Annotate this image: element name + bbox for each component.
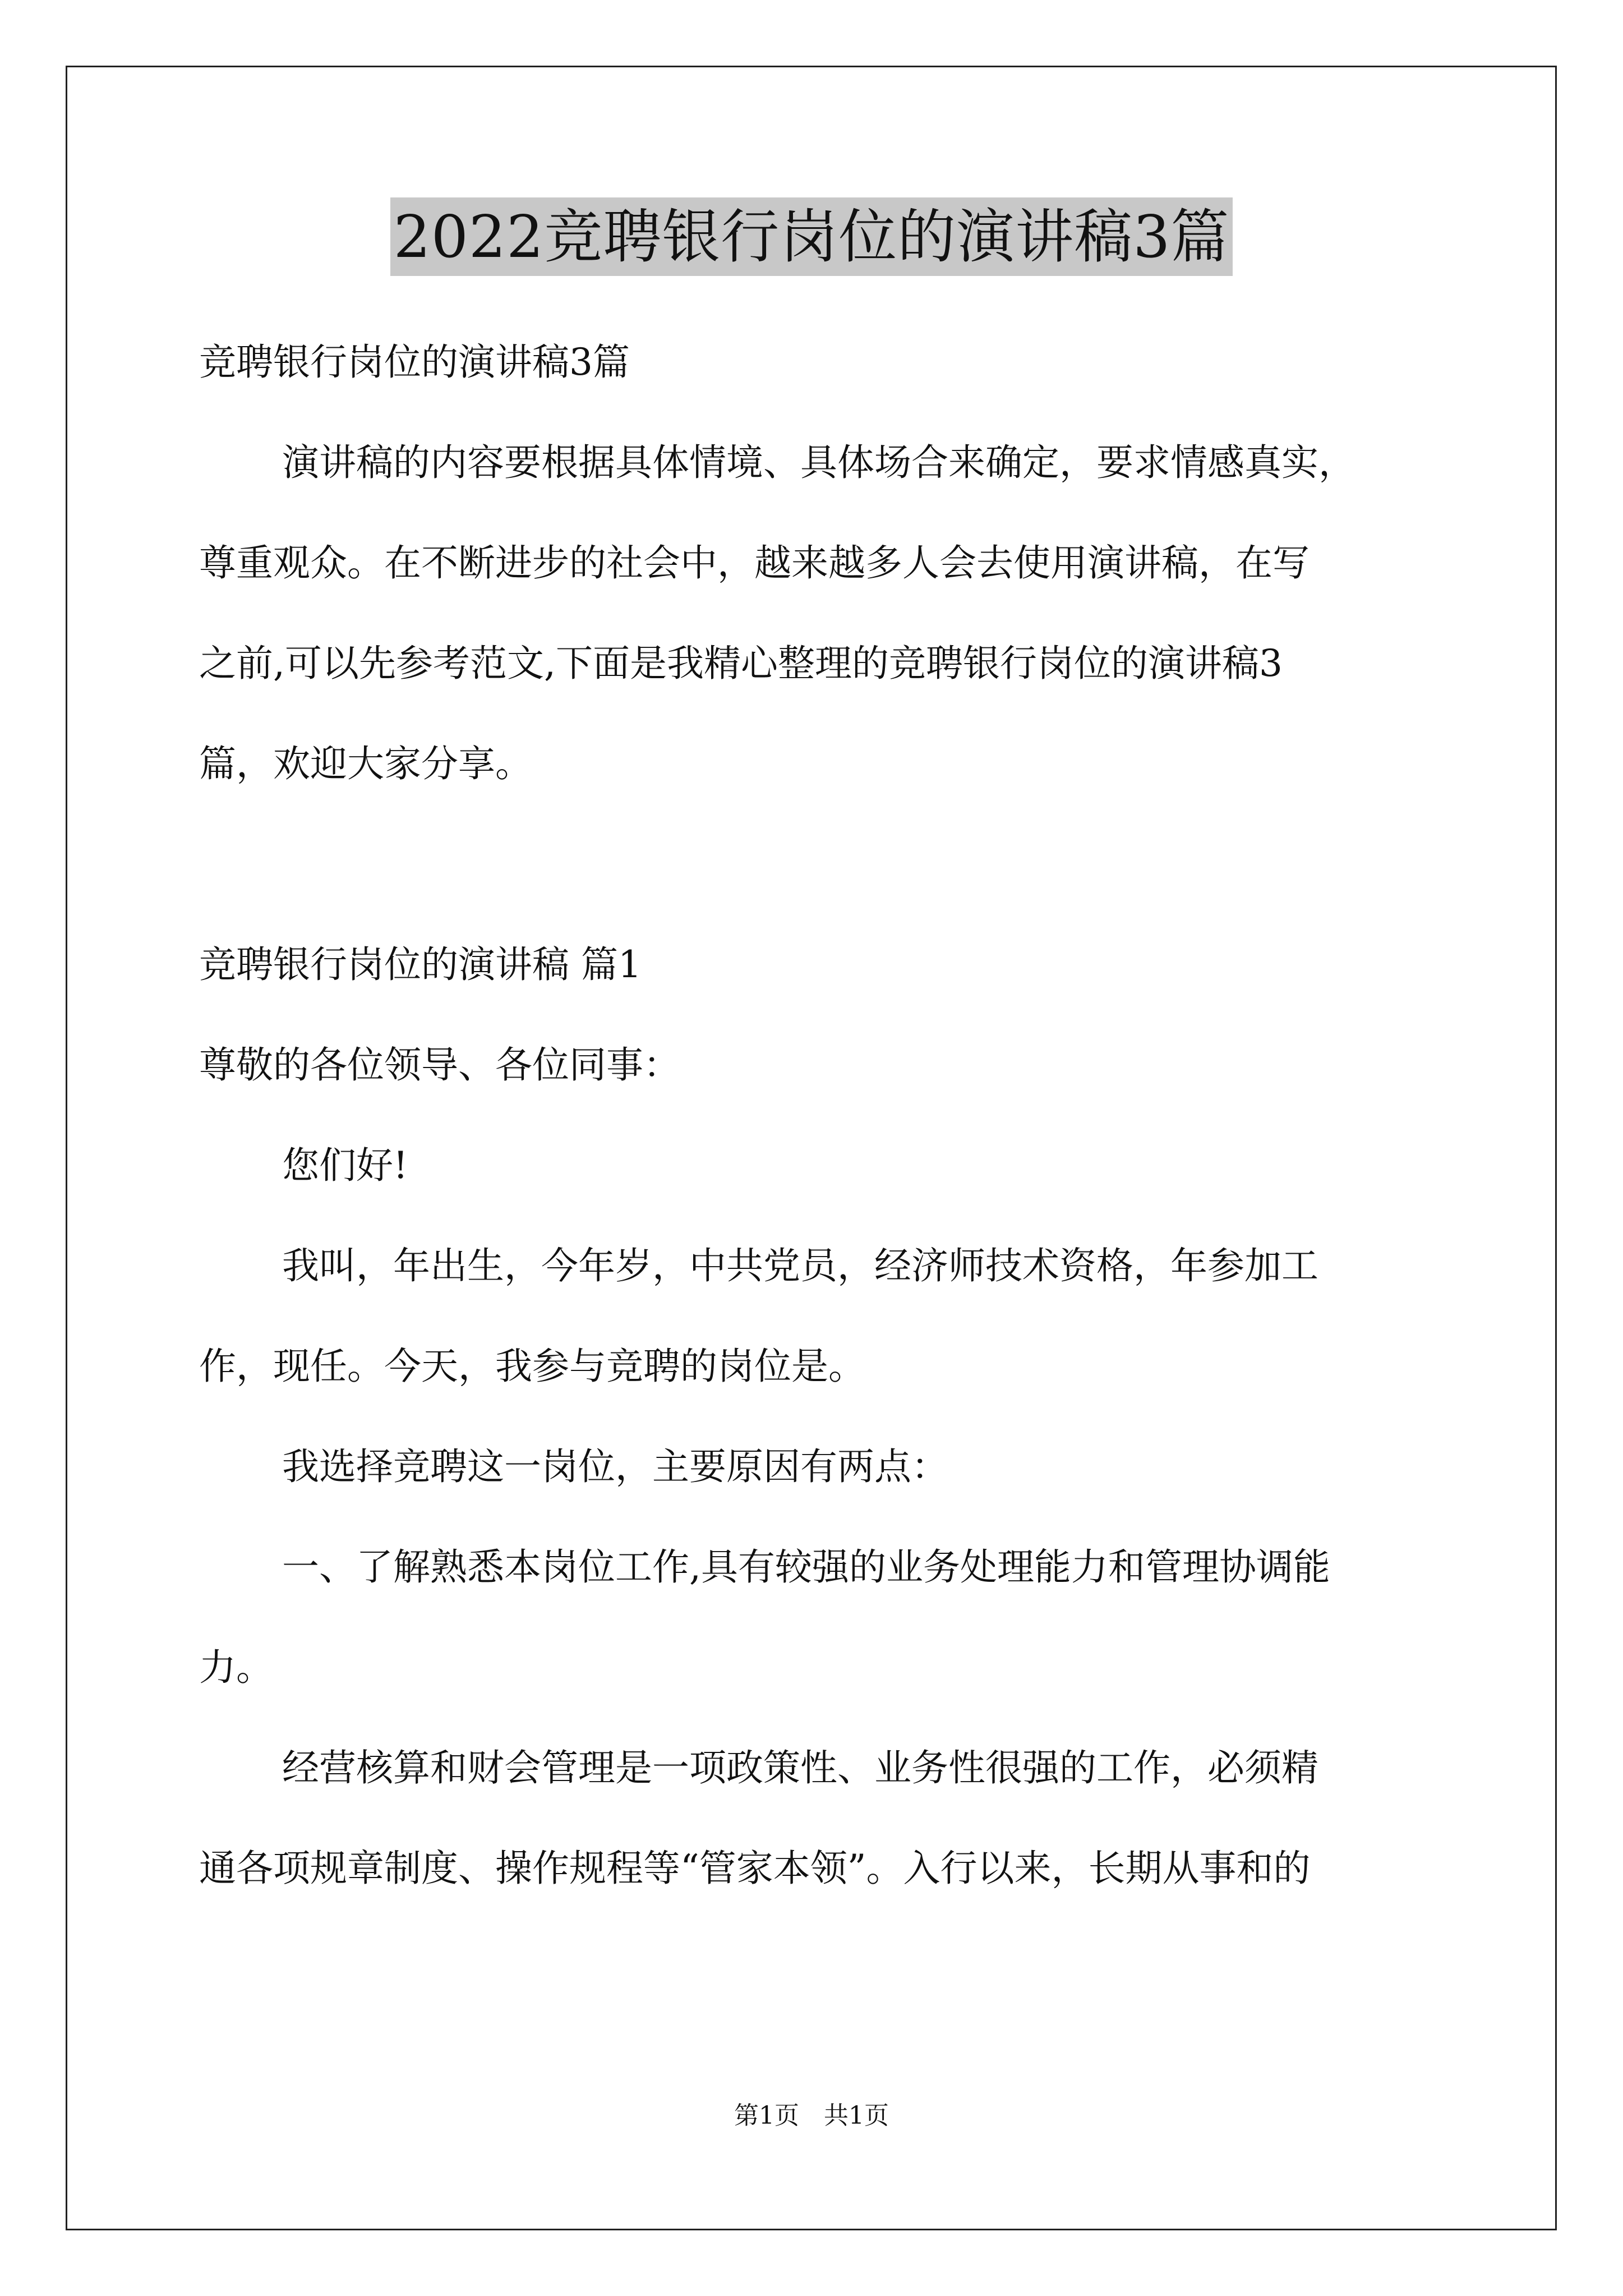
intro-paragraph-line: 之前,可以先参考范文,下面是我精心整理的竞聘银行岗位的演讲稿3 <box>199 642 1283 685</box>
intro-paragraph-line: 演讲稿的内容要根据具体情境、具体场合来确定，要求情感真实， <box>282 441 1355 484</box>
body-paragraph-line: 我选择竞聘这一岗位，主要原因有两点： <box>282 1445 948 1488</box>
body-paragraph-line: 通各项规章制度、操作规程等“管家本领”。入行以来，长期从事和的 <box>199 1847 1311 1890</box>
page-footer: 第1页 共1页 <box>734 2101 889 2130</box>
body-paragraph-line: 我叫，年出生，今年岁，中共党员，经济师技术资格，年参加工 <box>282 1244 1318 1287</box>
body-paragraph-line: 一、了解熟悉本岗位工作,具有较强的业务处理能力和管理协调能 <box>282 1545 1330 1589</box>
title-container <box>0 197 1623 276</box>
greeting-line: 您们好! <box>282 1144 408 1187</box>
subtitle-line: 竞聘银行岗位的演讲稿3篇 <box>199 341 630 384</box>
section-heading: 竞聘银行岗位的演讲稿 篇1 <box>199 943 642 986</box>
intro-paragraph-line: 篇，欢迎大家分享。 <box>199 742 532 785</box>
intro-paragraph-line: 尊重观众。在不断进步的社会中，越来越多人会去使用演讲稿，在写 <box>199 541 1310 585</box>
document-body <box>199 312 1433 1918</box>
salutation-line: 尊敬的各位领导、各位同事： <box>199 1043 680 1087</box>
body-paragraph-line: 作，现任。今天，我参与竞聘的岗位是。 <box>199 1345 865 1388</box>
body-paragraph-line: 力。 <box>199 1646 273 1689</box>
body-paragraph-line: 经营核算和财会管理是一项政策性、业务性很强的工作，必须精 <box>282 1746 1318 1789</box>
document-title: 2022竞聘银行岗位的演讲稿3篇 <box>390 197 1233 276</box>
